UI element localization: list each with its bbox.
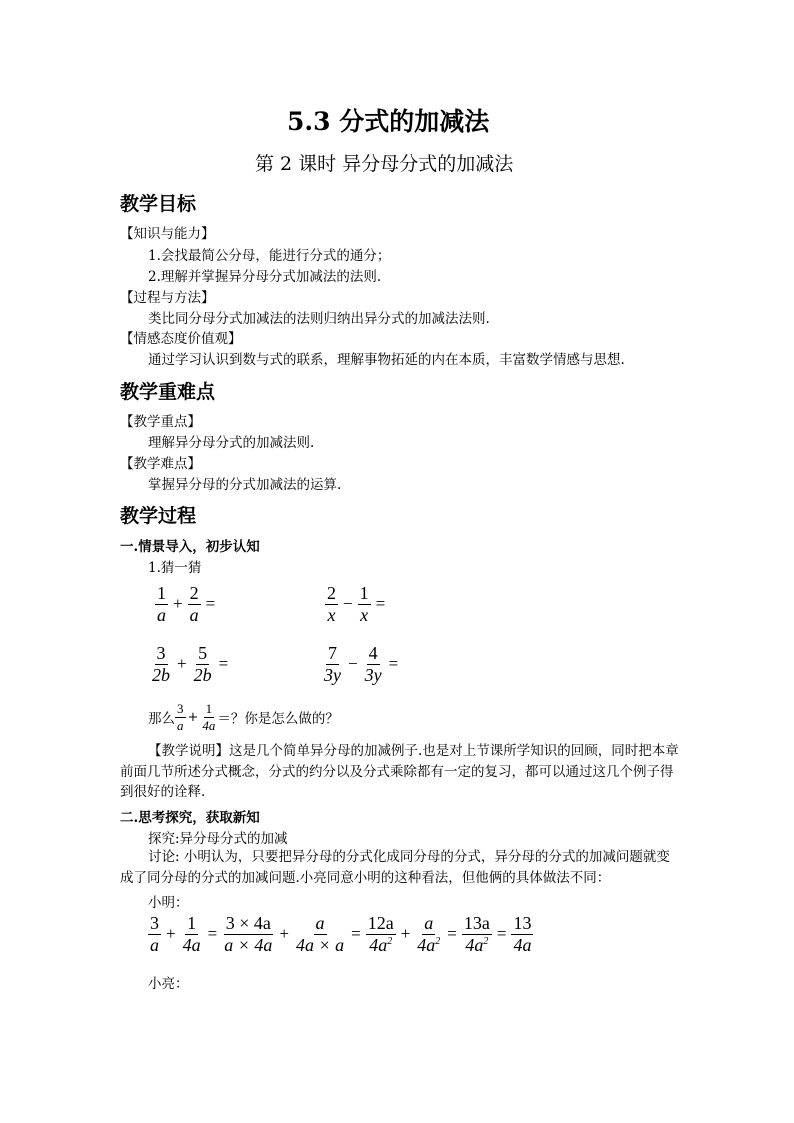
fraction: $\frac{1}{a}$ [157, 583, 166, 625]
process-method-item: 类比同分母分式加减法的法则归纳出异分式的加减法法则. [148, 311, 490, 327]
fraction: $\frac{3}{a}$ [150, 913, 159, 955]
fraction: $\frac{a}{4a^2}$ [417, 913, 441, 955]
keypoints-heading: 教学重难点 [120, 381, 216, 403]
xiaoming-equation: $\frac{3}{a}$ + $\frac{1}{4a}$ = $\frac{3 \times 4a}{a \times 4a}$ + $\frac{a}{4a \times a}$ = $\frac{12a}{4a^2}$ + $\frac{a}{4a^2}$ = $\frac{13a}{4a^2}$ = $\frac{13}{4a}$ [150, 913, 532, 955]
fraction: $\frac{13}{4a}$ [513, 913, 532, 955]
fraction: $\frac{1}{x}$ [359, 583, 369, 625]
guess-equation-4: $\frac{7}{3y}$ − $\frac{4}{3y}$ = [324, 643, 399, 685]
xiaoliang-label: 小亮： [148, 976, 189, 992]
fraction: $\frac{2}{x}$ [327, 583, 336, 625]
process-method-label: 【过程与方法】 [120, 290, 215, 306]
fraction: $\frac{5}{2b}$ [193, 643, 212, 685]
part2-heading: 二.思考探究，获取新知 [120, 810, 260, 826]
goals-heading: 教学目标 [120, 193, 197, 215]
emotion-label: 【情感态度价值观】 [120, 331, 242, 347]
difficulty-item: 掌握异分母的分式加减法的运算. [148, 477, 342, 493]
guess-equation-2: $\frac{2}{x}$ − $\frac{1}{x}$ = [327, 583, 386, 625]
fraction: $\frac{3 \times 4a}{a \times 4a}$ [224, 913, 273, 955]
fraction: $\frac{1}{4a}$ [202, 701, 216, 733]
fraction: $\frac{2}{a}$ [189, 583, 199, 625]
xiaoming-label: 小明： [148, 895, 189, 911]
fraction: $\frac{a}{4a \times a}$ [295, 913, 345, 955]
explore-label: 探究:异分母分式的加减 [148, 831, 288, 847]
teaching-note: 【教学说明】这是几个简单异分母的加减例子.也是对上节课所学知识的回顾，同时把本章前面几节所述分式概念，分式的约分以及分式乘除都有一定的复习，都可以通过这几个例子得到很好的诠释. [120, 743, 679, 800]
part1-heading: 一.情景导入，初步认知 [120, 539, 260, 555]
question-line: 那么 $\frac{3}{a}$ + $\frac{1}{4a}$ ＝？你是怎么做的？ [148, 701, 339, 733]
guess-label: 1.猜一猜 [148, 560, 202, 576]
guess-equation-1: $\frac{1}{a}$ + $\frac{2}{a}$ = [157, 583, 216, 625]
knowledge-item-1: 1.会找最简公分母，能进行分式的通分； [148, 248, 391, 264]
knowledge-item-2: 2.理解并掌握异分母分式加减法的法则. [148, 269, 382, 285]
emotion-item: 通过学习认识到数与式的联系，理解事物拓延的内在本质，丰富数学情感与思想. [148, 352, 625, 368]
fraction: $\frac{12a}{4a^2}$ [367, 913, 394, 955]
page-subtitle: 第 2 课时 异分母分式的加减法 [255, 153, 514, 175]
fraction: $\frac{13a}{4a^2}$ [463, 913, 490, 955]
page-title: 5.3 分式的加减法 [287, 107, 490, 136]
fraction: $\frac{1}{4a}$ [182, 913, 201, 955]
knowledge-label: 【知识与能力】 [120, 226, 215, 242]
focus-item: 理解异分母分式的加减法则. [148, 435, 315, 451]
fraction: $\frac{4}{3y}$ [364, 643, 382, 685]
difficulty-label: 【教学难点】 [120, 456, 201, 472]
fraction: $\frac{3}{a}$ [177, 701, 184, 733]
focus-label: 【教学重点】 [120, 414, 201, 430]
fraction: $\frac{7}{3y}$ [324, 643, 341, 685]
discussion-text: 讨论: 小明认为，只要把异分母的分式化成同分母的分式，异分母的分式的加减问题就变成了同分母的分式的加减问题.小亮同意小明的这种看法，但他俩的具体做法不同： [120, 849, 670, 886]
fraction: $\frac{3}{2b}$ [152, 643, 170, 685]
guess-equation-3: $\frac{3}{2b}$ + $\frac{5}{2b}$ = [152, 643, 229, 685]
process-heading: 教学过程 [120, 505, 197, 527]
